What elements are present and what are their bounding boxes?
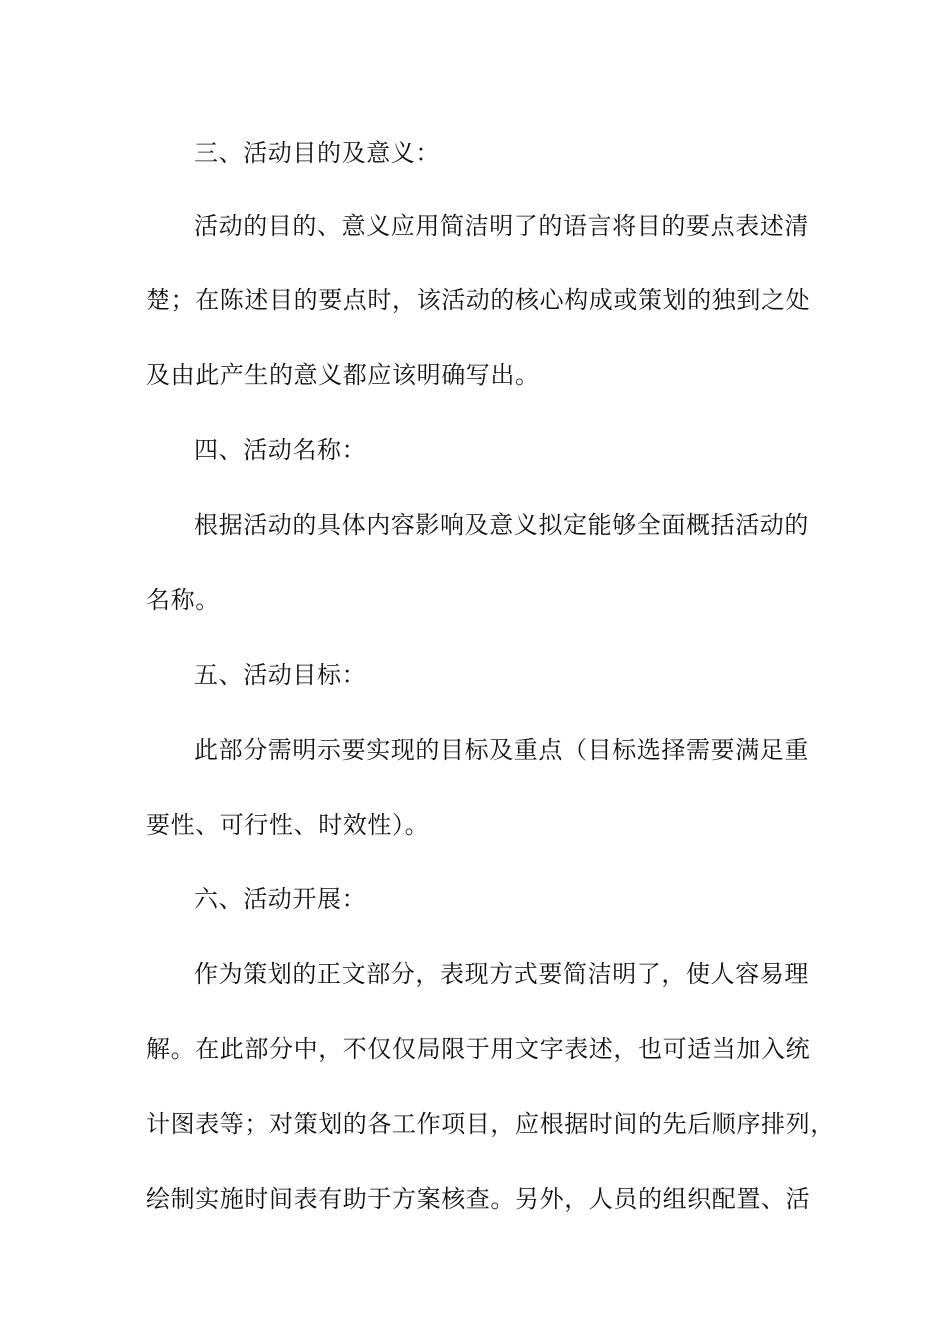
section-heading-name: 四、活动名称：	[194, 436, 367, 464]
paragraph-line: 计图表等；对策划的各工作项目，应根据时间的先后顺序排列，	[146, 1110, 835, 1138]
section-heading-execution: 六、活动开展：	[194, 885, 367, 913]
section-heading-purpose: 三、活动目的及意义：	[194, 139, 440, 167]
paragraph-line: 此部分需明示要实现的目标及重点（目标选择需要满足重	[194, 736, 809, 764]
paragraph-line: 作为策划的正文部分，表现方式要简洁明了，使人容易理	[194, 960, 809, 988]
section-heading-goal: 五、活动目标：	[194, 661, 367, 689]
paragraph-line: 活动的目的、意义应用简洁明了的语言将目的要点表述清	[194, 212, 809, 240]
paragraph-line: 解。在此部分中，不仅仅局限于用文字表述，也可适当加入统	[146, 1035, 811, 1063]
paragraph-line: 根据活动的具体内容影响及意义拟定能够全面概括活动的	[194, 511, 809, 539]
paragraph-line: 及由此产生的意义都应该明确写出。	[146, 361, 540, 389]
paragraph-line: 要性、可行性、时效性）。	[146, 811, 430, 839]
paragraph-line: 名称。	[146, 586, 220, 614]
paragraph-line: 楚；在陈述目的要点时，该活动的核心构成或策划的独到之处	[146, 286, 811, 314]
paragraph-line: 绘制实施时间表有助于方案核查。另外，人员的组织配置、活	[146, 1185, 811, 1213]
